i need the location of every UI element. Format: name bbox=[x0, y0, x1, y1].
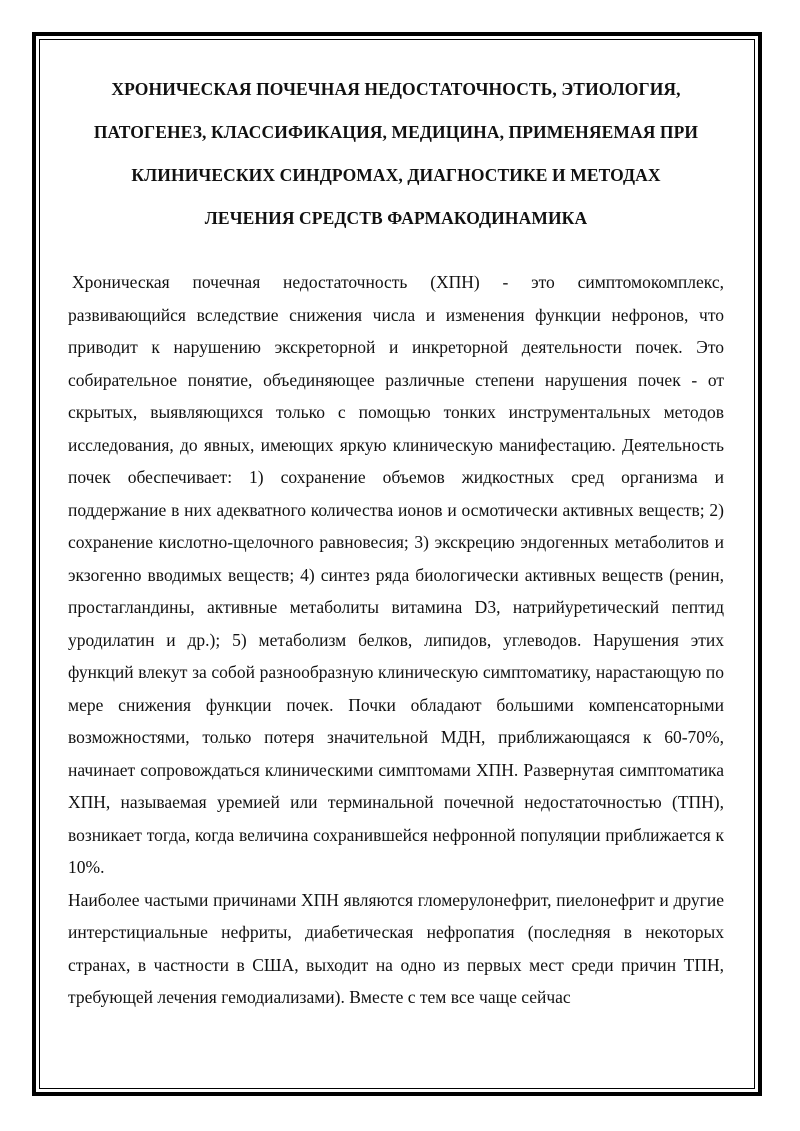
title-line-2: ПАТОГЕНЕЗ, КЛАССИФИКАЦИЯ, МЕДИЦИНА, ПРИМЕНЯЕМАЯ ПРИ bbox=[93, 122, 699, 142]
title-line-1: ХРОНИЧЕСКАЯ ПОЧЕЧНАЯ НЕДОСТАТОЧНОСТЬ, ЭТИОЛОГИЯ, bbox=[111, 79, 681, 99]
paragraph-2: Наиболее частыми причинами ХПН являются гломерулонефрит, пиелонефрит и другие интерстициальные нефриты, диабетическая нефропатия (последняя в некоторых странах, в частности в США, выходит на одно из первых мест среди причин ТПН, требующей лечения гемодиализами). Вместе с тем все чаще сейчас bbox=[68, 889, 724, 1007]
title-line-4: ЛЕЧЕНИЯ СРЕДСТВ ФАРМАКОДИНАМИКА bbox=[204, 208, 588, 228]
document-body bbox=[68, 68, 724, 1014]
document-title bbox=[68, 68, 724, 240]
title-line-3: КЛИНИЧЕСКИХ СИНДРОМАХ, ДИАГНОСТИКЕ И МЕТОДАХ bbox=[131, 165, 661, 185]
paragraph-1: Хроническая почечная недостаточность (ХПН) - это симптомокомплекс, развивающийся вследствие снижения числа и изменения функции нефронов, что приводит к нарушению экскреторной и инкреторной деятельности почек. Это собирательное понятие, объединяющее различные степени нарушения почек - от скрытых, выявляющихся только с помощью тонких инструментальных методов исследования, до явных, имеющих яркую клиническую манифестацию. Деятельность почек обеспечивает: 1) сохранение объемов жидкостных сред организма и поддержание в них адекватного количества ионов и осмотически активных веществ; 2) сохранение кислотно-щелочного равновесия; 3) экскрецию эндогенных метаболитов и экзогенно вводимых веществ; 4) синтез ряда биологически активных веществ (ренин, простагландины, активные метаболиты витамина D3, натрийуретический пептид уродилатин и др.); 5) метаболизм белков, липидов, углеводов. Нарушения этих функций влекут за собой разнообразную клиническую симптоматику, нарастающую по мере снижения функции почек. Почки обладают большими компенсаторными возможностями, только потеря значительной МДН, приближающаяся к 60-70%, начинает сопровождаться клиническими симптомами ХПН. Развернутая симптоматика ХПН, называемая уремией или терминальной почечной недостаточностью (ТПН), возникает тогда, когда величина сохранившейся нефронной популяции приближается к 10%. bbox=[68, 272, 724, 877]
